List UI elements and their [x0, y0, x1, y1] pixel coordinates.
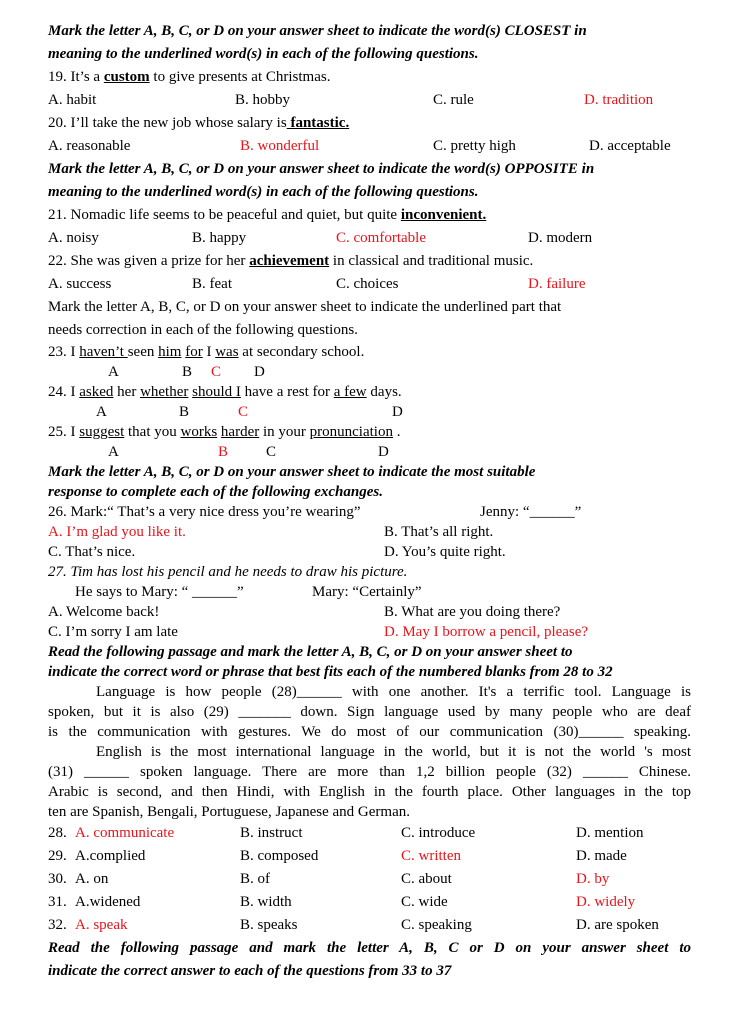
option-c-answer[interactable]: C. written	[401, 848, 461, 864]
option-b[interactable]: B. of	[240, 871, 270, 887]
option-c[interactable]: C. I’m sorry I am late	[48, 624, 178, 640]
options-19	[48, 91, 693, 109]
options-28: 28. A. communicate B. instruct C. introduce D. mention	[48, 825, 644, 841]
section-heading-closest-line2: meaning to the underlined word(s) in each of the following questions.	[48, 46, 479, 62]
letter-c-answer[interactable]: C	[211, 364, 222, 380]
option-a[interactable]: A. Welcome back!	[48, 604, 160, 620]
option-d[interactable]: D. made	[576, 848, 627, 864]
passage-line: (31) ______ spoken language. There are more than 1,2 billion people (32) ______ Chinese.	[48, 764, 691, 780]
option-b[interactable]: B. width	[240, 894, 292, 910]
option-a-answer[interactable]: A. communicate	[75, 825, 175, 841]
passage-line: English is the most international language in the world, but it is not the world 's most	[96, 744, 691, 760]
letter-a[interactable]: A	[108, 364, 119, 380]
options-26-row2	[48, 543, 693, 561]
question-22: 22. She was given a prize for her achievement in classical and traditional music.	[48, 253, 534, 269]
option-d[interactable]: D. modern	[528, 230, 593, 246]
option-letters-23	[48, 363, 693, 381]
option-c[interactable]: C. introduce	[401, 825, 476, 841]
option-b[interactable]: B. instruct	[240, 825, 303, 841]
underlined-word: custom	[103, 69, 150, 85]
passage-line: ten are Spanish, Bengali, Portuguese, Japanese and German.	[48, 804, 410, 820]
question-24: 24. I asked her whether should I have a rest for a few days.	[48, 384, 402, 400]
question-23: 23. I haven’t seen him for I was at secondary school.	[48, 344, 365, 360]
option-c-answer[interactable]: C. comfortable	[336, 230, 426, 246]
underlined-word: achievement	[249, 253, 330, 269]
option-a[interactable]: A. habit	[48, 92, 97, 108]
letter-a[interactable]: A	[108, 444, 119, 460]
section-heading-opposite: Mark the letter A, B, C, or D on your answer sheet to indicate the word(s) OPPOSITE in	[48, 161, 595, 177]
option-a[interactable]: A. noisy	[48, 230, 99, 246]
option-c[interactable]: C. pretty high	[433, 138, 516, 154]
option-b[interactable]: B. What are you doing there?	[384, 604, 561, 620]
passage-line: is the communication with gestures. We do most of our communication (30)______ speaking.	[48, 724, 691, 740]
option-a[interactable]: A. reasonable	[48, 138, 131, 154]
options-32: 32. A. speak B. speaks C. speaking D. are spoken	[48, 917, 659, 933]
options-29: 29. A.complied B. composed C. written D. made	[48, 848, 627, 864]
option-d[interactable]: D. You’s quite right.	[384, 544, 506, 560]
option-d[interactable]: D. acceptable	[589, 138, 671, 154]
letter-c[interactable]: C	[266, 444, 277, 460]
option-c[interactable]: C. That’s nice.	[48, 544, 136, 560]
option-a-answer[interactable]: A. I’m glad you like it.	[48, 524, 186, 540]
letter-c-answer[interactable]: C	[238, 404, 249, 420]
option-a[interactable]: A.widened	[75, 894, 141, 910]
option-c[interactable]: C. wide	[401, 894, 448, 910]
question-27-dialogue: He says to Mary: “ ______” Mary: “Certainly”	[75, 584, 422, 600]
option-c[interactable]: C. about	[401, 871, 452, 887]
letter-a[interactable]: A	[96, 404, 107, 420]
option-c[interactable]: C. choices	[336, 276, 399, 292]
letter-d[interactable]: D	[378, 444, 389, 460]
option-d-answer[interactable]: D. failure	[528, 276, 586, 292]
option-d-answer[interactable]: D. May I borrow a pencil, please?	[384, 624, 589, 640]
section-heading-closest: Mark the letter A, B, C, or D on your answer sheet to indicate the word(s) CLOSEST in	[48, 23, 587, 39]
options-22	[48, 275, 693, 293]
section-heading-cloze: Read the following passage and mark the letter A, B, C, or D on your answer sheet to	[48, 644, 573, 660]
option-b[interactable]: B. composed	[240, 848, 319, 864]
section-heading-response-line2: response to complete each of the following exchanges.	[48, 484, 383, 500]
option-d-answer[interactable]: D. widely	[576, 894, 636, 910]
letter-d[interactable]: D	[254, 364, 265, 380]
letter-d[interactable]: D	[392, 404, 403, 420]
options-21	[48, 229, 693, 247]
passage-line: Language is how people (28)______ with one another. It's a terrific tool. Language is	[96, 684, 691, 700]
letter-b[interactable]: B	[182, 364, 193, 380]
question-26: 26. Mark:“ That’s a very nice dress you’re wearing” Jenny: “______”	[48, 504, 582, 520]
option-b[interactable]: B. hobby	[235, 92, 291, 108]
option-a[interactable]: A. success	[48, 276, 112, 292]
option-b-answer[interactable]: B. wonderful	[240, 138, 320, 154]
option-b[interactable]: B. feat	[192, 276, 232, 292]
section-heading-opposite-line2: meaning to the underlined word(s) in each of the following questions.	[48, 184, 479, 200]
options-27-row2	[48, 623, 693, 641]
option-b[interactable]: B. speaks	[240, 917, 298, 933]
question-25: 25. I suggest that you works harder in your pronunciation .	[48, 424, 401, 440]
options-20	[48, 137, 693, 155]
option-a[interactable]: A. on	[75, 871, 109, 887]
option-c[interactable]: C. speaking	[401, 917, 472, 933]
section-heading-cloze-line2: indicate the correct word or phrase that best fits each of the numbered blanks from 28 to 32	[48, 664, 613, 680]
options-26-row1	[48, 523, 693, 541]
question-21: 21. Nomadic life seems to be peaceful and quiet, but quite inconvenient.	[48, 207, 487, 223]
options-27-row1	[48, 603, 693, 621]
underlined-word: inconvenient.	[400, 207, 487, 223]
section-heading-correction: Mark the letter A, B, C, or D on your answer sheet to indicate the underlined part that	[48, 299, 562, 315]
options-30: 30. A. on B. of C. about D. by	[48, 871, 610, 887]
question-27: 27. Tim has lost his pencil and he needs to draw his picture.	[48, 564, 408, 580]
option-c[interactable]: C. rule	[433, 92, 474, 108]
option-a-answer[interactable]: A. speak	[75, 917, 128, 933]
option-b[interactable]: B. That’s all right.	[384, 524, 494, 540]
option-d-answer[interactable]: D. tradition	[584, 92, 654, 108]
section-heading-reading-line2: indicate the correct answer to each of the questions from 33 to 37	[48, 963, 452, 979]
option-a[interactable]: A.complied	[75, 848, 146, 864]
question-20: 20. I’ll take the new job whose salary is fantastic.	[48, 115, 350, 131]
section-heading-reading: Read the following passage and mark the letter A, B, C or D on your answer sheet to	[48, 940, 691, 956]
section-heading-response: Mark the letter A, B, C, or D on your answer sheet to indicate the most suitable	[48, 464, 536, 480]
underlined-word: fantastic.	[286, 115, 350, 131]
letter-b[interactable]: B	[179, 404, 190, 420]
option-letters-24	[48, 403, 693, 421]
question-19: 19. It’s a custom to give presents at Christmas.	[48, 69, 331, 85]
option-d[interactable]: D. are spoken	[576, 917, 659, 933]
option-b[interactable]: B. happy	[192, 230, 247, 246]
option-d[interactable]: D. mention	[576, 825, 644, 841]
option-letters-25	[48, 443, 693, 461]
options-31: 31. A.widened B. width C. wide D. widely	[48, 894, 636, 910]
passage-line: spoken, but it is also (29) _______ down. Sign language used by many people who are deaf	[48, 704, 691, 720]
section-heading-correction-line2: needs correction in each of the following questions.	[48, 322, 358, 338]
letter-b-answer[interactable]: B	[218, 444, 229, 460]
option-d-answer[interactable]: D. by	[576, 871, 610, 887]
passage-line: Arabic is second, and then Hindi, with English in the fourth place. Other languages in the top	[48, 784, 691, 800]
